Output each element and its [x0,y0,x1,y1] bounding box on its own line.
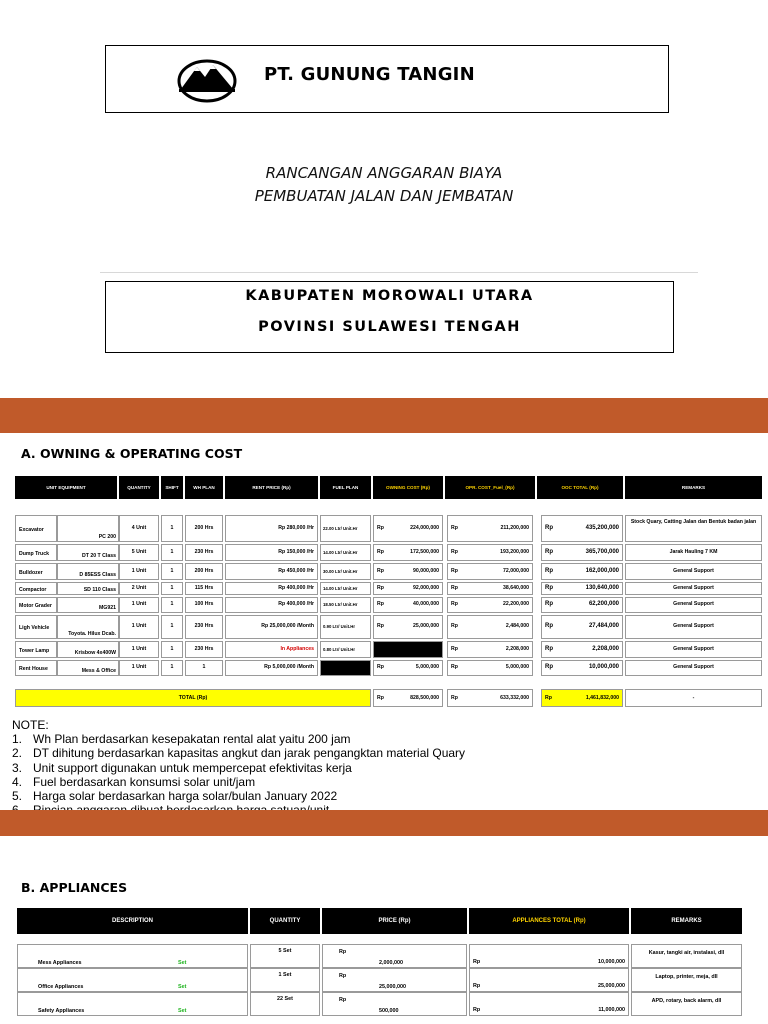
unit-label: Set [178,984,187,990]
note-number: 3. [12,760,23,775]
price-value: 500,000 [379,1008,399,1014]
rent-price-cell [225,515,318,542]
quantity-cell [119,641,159,658]
owning-cost-currency: Rp [377,664,384,670]
company-header-box [105,45,669,113]
wh-plan-cell [185,515,223,542]
remarks: APD, rotary, back alarm, dll [651,998,722,1004]
remarks: Laptop, printer, meja, dll [655,974,718,980]
total-remarks-cell [625,689,762,707]
ooc-total-value: 365,700,000 [585,549,619,555]
rent-price-cell [225,660,318,676]
owning-cost-value: 5,000,000 [415,664,439,670]
equipment-model: Mess & Office [81,668,116,674]
notes-block [12,718,465,817]
total-ooc-value: 1,461,832,000 [585,695,619,701]
fuel-plan: 14.00 Ltr/ Unit.Hr [323,586,358,591]
quantity-cell [250,968,320,992]
owning-cost-currency: Rp [377,623,384,629]
header-price: PRICE (Rp) [322,908,467,934]
remarks: Stock Quary, Catting Jalan dan Bentuk badan jalan [630,519,757,525]
equipment-model-cell [57,515,119,542]
rent-price: Rp 450,000 /Hr [278,568,314,574]
equipment-name-cell [15,582,57,595]
quantity-cell [119,660,159,676]
ooc-total-currency: Rp [545,646,553,652]
wh-plan: 230 Hrs [194,646,214,652]
ooc-total-value: 435,200,000 [585,525,619,531]
description: Safety Appliances [38,1008,85,1014]
owning-cost-currency: Rp [377,601,384,607]
wh-plan-cell [185,615,223,639]
opr-cost-cell [447,582,533,595]
owning-cost-value: 172,500,000 [410,549,439,555]
remarks: General Support [673,601,714,607]
header-appliances-total: APPLIANCES TOTAL (Rp) [469,908,629,934]
quantity-cell [250,992,320,1016]
rent-price: Rp 25,000,000 /Month [261,623,314,629]
opr-cost-cell [447,597,533,613]
header-shift: SHIFT [161,476,183,499]
section-band [0,810,768,836]
note-text: Unit support digunakan untuk mempercepat efektivitas kerja [33,760,352,775]
quantity: 1 Unit [131,623,147,629]
appliances-total-cell [469,992,629,1016]
quantity-cell [119,544,159,561]
rent-price-cell [225,597,318,613]
remarks-cell [625,563,762,580]
equipment-name-cell [15,563,57,580]
ooc-total-currency: Rp [545,585,553,591]
equipment-name-cell [15,597,57,613]
rent-price-cell [225,641,318,658]
rent-price: Rp 150,000 /Hr [278,549,314,555]
owning-cost-currency: Rp [377,549,384,555]
unit-label: Set [178,960,187,966]
opr-cost-value: 2,484,000 [505,623,529,629]
rent-price-cell [225,615,318,639]
quantity-cell [119,597,159,613]
region-line-2: POVINSI SULAWESI TENGAH [258,319,521,335]
total-remarks: - [692,695,695,701]
shift-cell [161,563,183,580]
remarks-cell [631,968,742,992]
note-item [12,732,465,746]
shift-cell [161,582,183,595]
opr-cost-value: 72,000,000 [503,568,529,574]
header-description: DESCRIPTION [17,908,248,934]
rent-price: In Appliances [280,646,314,652]
equipment-name: Tower Lamp [19,648,50,654]
header-remarks: REMARKS [625,476,762,499]
fuel-plan-cell [320,597,371,613]
opr-cost-cell [447,615,533,639]
ooc-total-value: 62,200,000 [588,601,619,607]
total-owning-currency: Rp [377,695,384,701]
equipment-name: Compactor [19,587,47,593]
note-text: Harga solar berdasarkan harga solar/bulan January 2022 [33,789,338,804]
note-item [12,775,465,789]
ooc-total-cell [541,544,623,561]
ooc-total-cell [541,515,623,542]
equipment-model: DT 20 T Class [81,553,116,559]
note-item [12,746,465,760]
owning-cost-cell [373,615,443,639]
price-value: 25,000,000 [379,984,406,990]
fuel-plan-cell [320,515,371,542]
remarks-cell [625,515,762,542]
wh-plan: 200 Hrs [194,525,214,531]
ooc-total-value: 27,484,000 [588,623,619,629]
description: Office Appliances [38,984,84,990]
header-fuel-plan: FUEL PLAN [320,476,371,499]
total-owning-cell [373,689,443,707]
quantity: 22 Set [277,996,293,1002]
ooc-total-currency: Rp [545,525,553,531]
opr-cost-value: 5,000,000 [505,664,529,670]
appliances-total-currency: Rp [473,959,481,965]
ooc-total-cell [541,582,623,595]
equipment-name-cell [15,641,57,658]
header-unit-equipment: UNIT EQUIPMENT [15,476,117,499]
shift-cell [161,660,183,676]
ooc-total-value: 10,000,000 [588,664,619,670]
equipment-name-cell [15,544,57,561]
opr-cost-cell [447,544,533,561]
quantity: 1 Set [278,972,292,978]
price-currency: Rp [339,949,347,955]
opr-cost-value: 2,208,000 [505,646,529,652]
quantity-cell [250,944,320,968]
description-cell [17,944,248,968]
owning-cost-currency: Rp [377,525,384,531]
equipment-name: Dump Truck [19,551,49,557]
opr-cost-value: 211,200,000 [500,525,529,531]
ooc-total-currency: Rp [545,664,553,670]
appliances-total-value: 11,000,000 [598,1007,625,1013]
remarks: General Support [673,664,714,670]
wh-plan-cell [185,660,223,676]
note-text: DT dihitung berdasarkan kapasitas angkut dan jarak pengangktan material Quary [33,746,466,761]
shift: 1 [170,623,174,629]
wh-plan: 200 Hrs [194,568,214,574]
section-b-title: B. APPLIANCES [21,880,128,895]
fuel-plan: 0.80 Ltr/ Unit.Hr [323,647,355,652]
owning-cost-value: 92,000,000 [413,585,439,591]
owning-cost-cell [373,544,443,561]
rent-price: Rp 400,000 /Hr [278,585,314,591]
total-opr-currency: Rp [451,695,458,701]
equipment-model-cell [57,597,119,613]
wh-plan: 230 Hrs [194,549,214,555]
shift: 1 [170,646,174,652]
shift-cell [161,544,183,561]
opr-cost-value: 193,200,000 [500,549,529,555]
remarks-cell [625,641,762,658]
equipment-model-cell [57,660,119,676]
appliances-total-value: 10,000,000 [598,959,625,965]
quantity-cell [119,563,159,580]
rent-price: Rp 280,000 /Hr [278,525,314,531]
equipment-name: Ligh Vehicle [19,625,50,631]
shift: 1 [170,585,174,591]
region-line-1: KABUPATEN MOROWALI UTARA [245,288,534,304]
ooc-total-value: 162,000,000 [585,568,619,574]
equipment-name-cell [15,615,57,639]
price-currency: Rp [339,973,347,979]
shift-cell [161,615,183,639]
remarks: General Support [673,585,714,591]
note-item [12,761,465,775]
quantity: 1 Unit [131,646,147,652]
wh-plan-cell [185,597,223,613]
note-number: 2. [12,746,23,761]
owning-cost-currency: Rp [377,568,384,574]
shift-cell [161,515,183,542]
quantity-cell [119,515,159,542]
quantity: 5 Set [278,948,292,954]
subtitle-line-2: PEMBUATAN JALAN DAN JEMBATAN [254,187,514,205]
rent-price-cell [225,582,318,595]
opr-cost-currency: Rp [451,568,458,574]
ooc-total-cell [541,563,623,580]
equipment-model-cell [57,563,119,580]
header-wh-plan: WH PLAN [185,476,223,499]
ooc-total-cell [541,641,623,658]
divider [100,272,698,273]
quantity: 1 Unit [131,568,147,574]
opr-cost-cell [447,660,533,676]
notes-title: NOTE: [12,718,49,732]
owning-cost-value: 40,000,000 [413,601,439,607]
rent-price-cell [225,544,318,561]
equipment-model-cell [57,544,119,561]
shift-cell [161,641,183,658]
opr-cost-currency: Rp [451,664,458,670]
remarks-cell [631,944,742,968]
ooc-total-cell [541,597,623,613]
quantity-cell [119,582,159,595]
description: Mess Appliances [38,960,82,966]
subtitle-line-1: RANCANGAN ANGGARAN BIAYA [265,164,503,182]
equipment-name: Rent House [19,666,48,672]
remarks: Jarak Hauling 7 KM [669,549,718,555]
section-band [0,398,768,433]
equipment-model: MG921 [98,605,116,611]
quantity: 1 Unit [131,664,147,670]
price-cell [322,968,467,992]
header-ooc-total: OOC TOTAL (Rp) [537,476,623,499]
equipment-name: Motor Grader [19,603,52,609]
wh-plan: 230 Hrs [194,623,214,629]
remarks-cell [625,615,762,639]
total-opr-cell [447,689,533,707]
header-quantity: QUANTITY [250,908,320,934]
equipment-model: Toyota. Hilux Dcab. [68,631,116,637]
ooc-total-currency: Rp [545,568,553,574]
owning-cost-cell [373,597,443,613]
remarks-cell [625,597,762,613]
owning-cost-currency: Rp [377,585,384,591]
ooc-total-currency: Rp [545,623,553,629]
wh-plan: 1 [202,664,206,670]
shift: 1 [170,549,174,555]
owning-cost-cell [373,582,443,595]
remarks: General Support [673,646,714,652]
rent-price: Rp 400,000 /Hr [278,601,314,607]
header-rent-price: RENT PRICE (Rp) [225,476,318,499]
quantity: 4 Unit [131,525,147,531]
section-a-title: A. OWNING & OPERATING COST [21,446,243,461]
opr-cost-cell [447,641,533,658]
quantity-cell [119,615,159,639]
remarks-cell [625,660,762,676]
company-name: PT. GUNUNG TANGIN [264,64,475,85]
equipment-model: SD 110 Class [83,587,116,593]
unit-label: Set [178,1008,187,1014]
owning-cost-value: 90,000,000 [413,568,439,574]
remarks-cell [625,544,762,561]
ooc-total-currency: Rp [545,549,553,555]
wh-plan-cell [185,641,223,658]
ooc-total-currency: Rp [545,601,553,607]
ooc-total-value: 130,640,000 [585,585,619,591]
wh-plan: 100 Hrs [194,601,214,607]
note-item [12,789,465,803]
wh-plan-cell [185,582,223,595]
remarks-cell [625,582,762,595]
opr-cost-value: 38,640,000 [503,585,529,591]
fuel-plan: 14.00 Ltr/ Unit.Hr [323,550,358,555]
header-remarks: REMARKS [631,908,742,934]
note-number: 4. [12,774,23,789]
owning-cost-value: 224,000,000 [410,525,439,531]
header-quantity: QUANTITY [119,476,159,499]
opr-cost-currency: Rp [451,646,458,652]
ooc-total-value: 2,208,000 [592,646,619,652]
note-number: 1. [12,732,23,747]
ooc-total-cell [541,615,623,639]
equipment-model-cell [57,641,119,658]
shift: 1 [170,664,174,670]
fuel-plan: 0.90 Ltr/ Unit.Hr [323,624,355,629]
equipment-model-cell [57,615,119,639]
ooc-total-cell [541,660,623,676]
opr-cost-currency: Rp [451,623,458,629]
total-opr-value: 633,332,000 [500,695,529,701]
opr-cost-currency: Rp [451,601,458,607]
quantity: 1 Unit [131,601,147,607]
header-opr-cost: OPR. COST_Fuel_(Rp) [445,476,535,499]
appliances-total-currency: Rp [473,983,481,989]
opr-cost-currency: Rp [451,585,458,591]
note-text: Wh Plan berdasarkan kesepakatan rental alat yaitu 200 jam [33,732,351,747]
shift: 1 [170,568,174,574]
owning-cost-cell [373,660,443,676]
fuel-plan: 30.00 Ltr/ Unit.Hr [323,569,358,574]
fuel-plan: 18.50 Ltr/ Unit.Hr [323,602,358,607]
owning-cost-cell [373,641,443,658]
equipment-model: Krisbow 4x400W [74,650,116,656]
fuel-plan: 22.00 Ltr/ Unit.Hr [323,526,358,531]
wh-plan-cell [185,563,223,580]
opr-cost-cell [447,563,533,580]
equipment-model: D 85ESS Class [79,572,116,578]
price-cell [322,944,467,968]
owning-cost-cell [373,563,443,580]
appliances-total-cell [469,944,629,968]
fuel-plan-cell [320,582,371,595]
opr-cost-currency: Rp [451,549,458,555]
shift: 1 [170,525,174,531]
opr-cost-cell [447,515,533,542]
wh-plan: 115 Hrs [194,585,214,591]
equipment-name-cell [15,660,57,676]
total-owning-value: 828,500,000 [410,695,439,701]
note-number: 5. [12,789,23,804]
appliances-total-currency: Rp [473,1007,481,1013]
header-owning-cost: OWNING COST (Rp) [373,476,443,499]
total-ooc-cell [541,689,623,707]
equipment-name-cell [15,515,57,542]
region-box [105,281,674,353]
quantity: 5 Unit [131,549,147,555]
remarks: General Support [673,623,714,629]
appliances-total-value: 25,000,000 [598,983,625,989]
fuel-plan-cell [320,563,371,580]
remarks: Kasur, tangki air, instalasi, dll [648,950,725,956]
rent-price-cell [225,563,318,580]
rent-price: Rp 5,000,000 /Month [264,664,314,670]
price-currency: Rp [339,997,347,1003]
opr-cost-value: 22,200,000 [503,601,529,607]
equipment-model-cell [57,582,119,595]
equipment-name: Bulldozer [19,570,43,576]
shift-cell [161,597,183,613]
fuel-plan-cell [320,660,371,676]
quantity: 2 Unit [131,585,147,591]
total-ooc-currency: Rp [545,695,552,701]
mountain-logo-icon [177,55,237,103]
total-label-cell: TOTAL (Rp) [15,689,371,707]
description-cell [17,968,248,992]
owning-cost-cell [373,515,443,542]
remarks: General Support [673,568,714,574]
note-text: Fuel berdasarkan konsumsi solar unit/jam [33,774,256,789]
fuel-plan-cell [320,544,371,561]
fuel-plan-cell [320,641,371,658]
price-value: 2,000,000 [379,960,403,966]
fuel-plan-cell [320,615,371,639]
equipment-model: PC 200 [98,534,116,540]
shift: 1 [170,601,174,607]
wh-plan-cell [185,544,223,561]
appliances-total-cell [469,968,629,992]
price-cell [322,992,467,1016]
opr-cost-currency: Rp [451,525,458,531]
description-cell [17,992,248,1016]
remarks-cell [631,992,742,1016]
equipment-name: Excavator [19,527,44,533]
owning-cost-value: 25,000,000 [413,623,439,629]
